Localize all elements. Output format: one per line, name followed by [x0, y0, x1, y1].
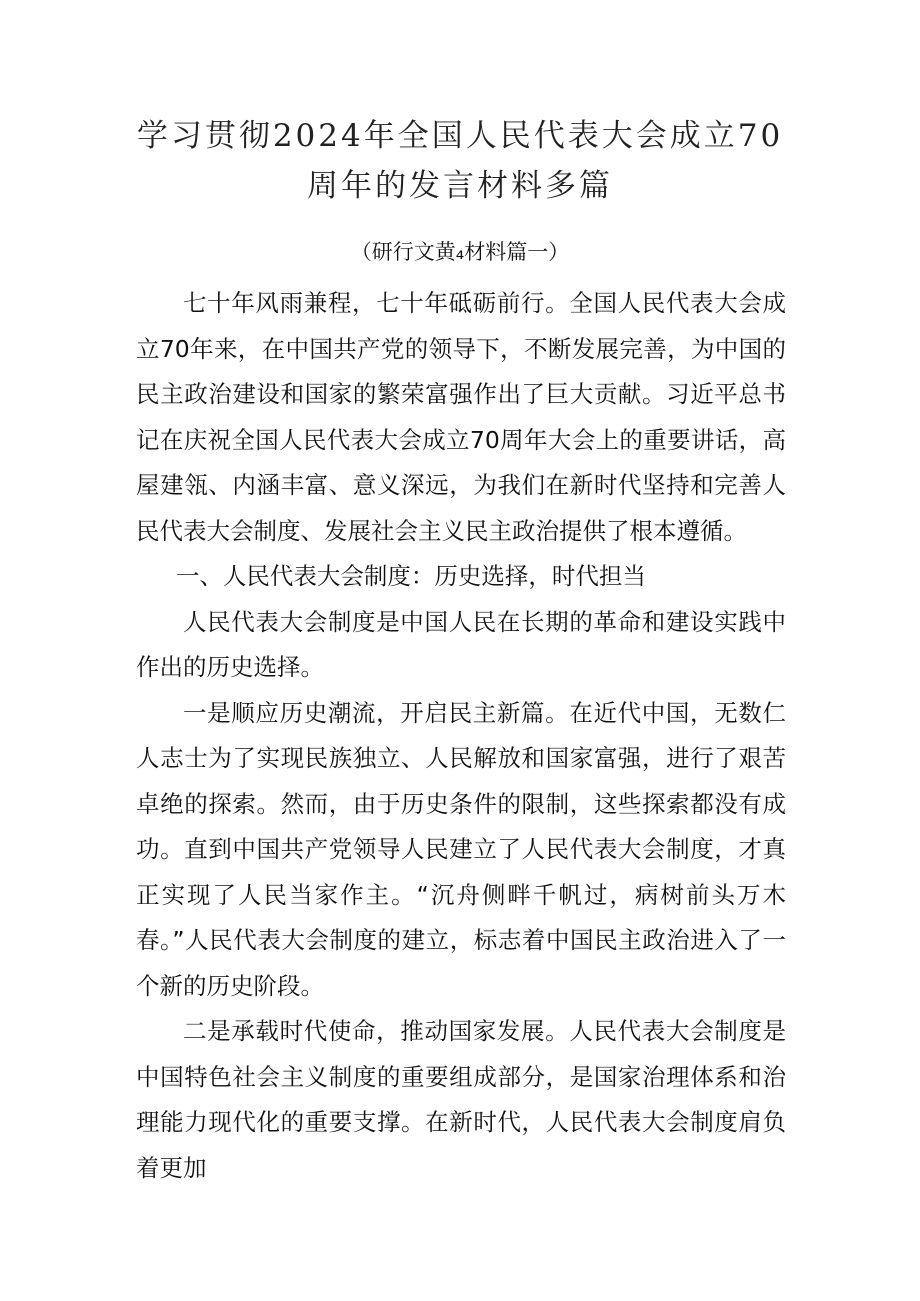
document-title-line-1: 学习贯彻2024年全国人民代表大会成立70 [136, 118, 784, 154]
paragraph-point-2: 二是承载时代使命，推动国家发展。人民代表大会制度是中国特色社会主义制度的重要组成部分，是国家治理体系和治理能力现代化的重要支撑。在新时代，人民代表大会制度肩负着更加 [136, 1017, 786, 1182]
paragraph-point-1: 一是顺应历史潮流，开启民主新篇。在近代中国，无数仁人志士为了实现民族独立、人民解放和国家富强，进行了艰苦卓绝的探索。然而，由于历史条件的限制，这些探索都没有成功。直到中国共产党领导人民建立了人民代表大会制度，才真正实现了人民当家作主。“沉舟侧畔千帆过，病树前头万木春。”人民代表大会制度的建立，标志着中国民主政治进入了一个新的历史阶段。 [136, 698, 786, 1000]
document-title-line-2: 周年的发言材料多篇 [307, 168, 613, 204]
section-heading-1: 一、人民代表大会制度：历史选择，时代担当 [175, 562, 646, 590]
paragraph-intro: 七十年风雨兼程，七十年砥砺前行。全国人民代表大会成立70年来，在中国共产党的领导下，不断发展完善，为中国的民主政治建设和国家的繁荣富强作出了巨大贡献。习近平总书记在庆祝全国人民代表大会成立70周年大会上的重要讲话，高屋建瓴、内涵丰富、意义深远，为我们在新时代坚持和完善人民代表大会制度、发展社会主义民主政治提供了根本遵循。 [136, 289, 786, 545]
paragraph-section-1-intro: 人民代表大会制度是中国人民在长期的革命和建设实践中作出的历史选择。 [136, 607, 786, 681]
document-body [136, 281, 786, 1191]
document-subtitle: （研行文黄₄材料篇一） [350, 240, 570, 264]
